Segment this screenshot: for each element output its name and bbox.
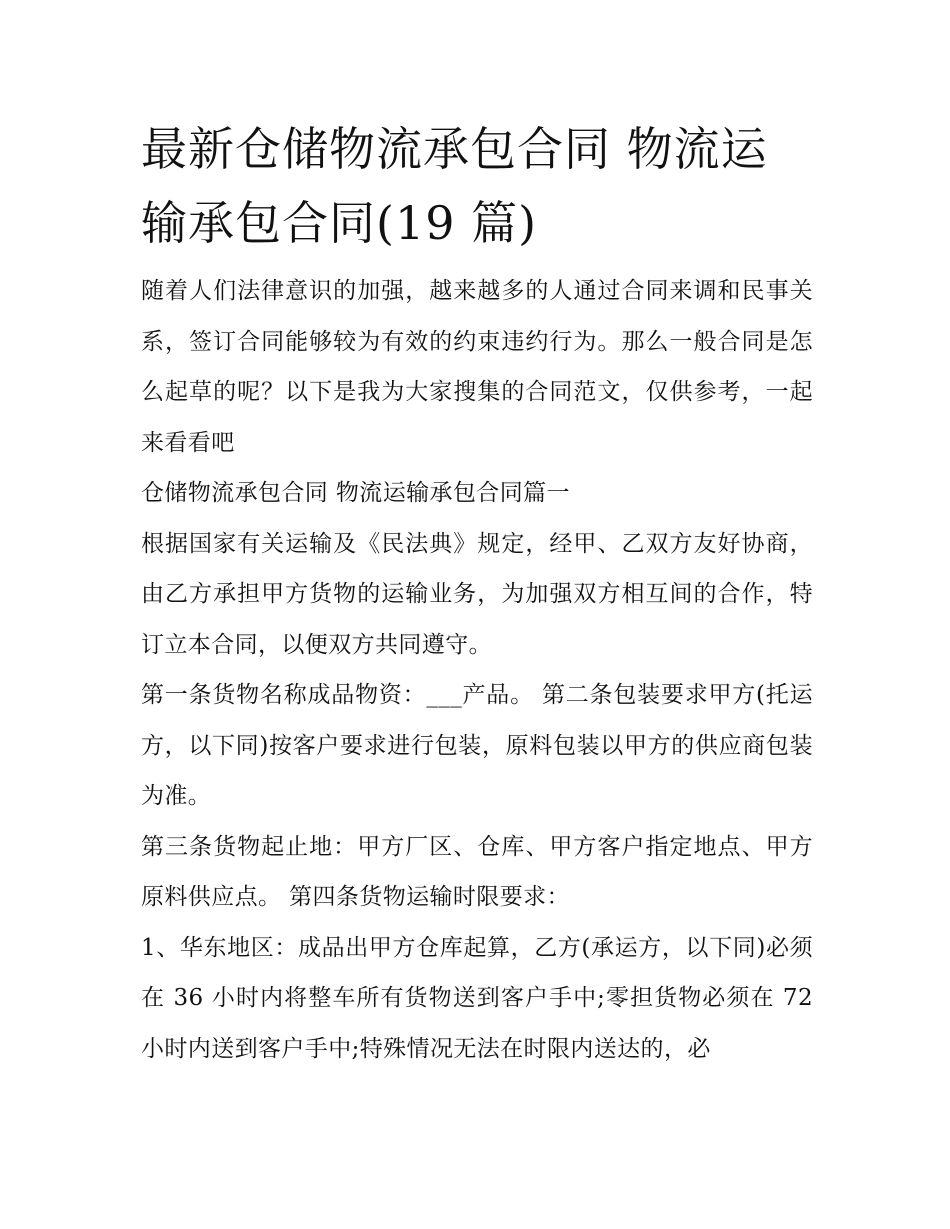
document-title: 最新仓储物流承包合同 物流运输承包合同(19 篇) bbox=[141, 122, 768, 250]
intro-paragraph: 随着人们法律意识的加强，越来越多的人通过合同来调和民事关系，签订合同能够较为有效的约束违约行为。那么一般合同是怎么起草的呢？以下是我为大家搜集的合同范文，仅供参考，一起来看看吧 bbox=[141, 278, 813, 456]
clause-east-china-timing: 1、华东地区：成品出甲方仓库起算，乙方(承运方，以下同)必须在 36 小时内将整车所有货物送到客户手中;零担货物必须在 72 小时内送到客户手中;特殊情况无法在时限内送达的，必 bbox=[141, 934, 813, 1062]
section-heading: 仓储物流承包合同 物流运输承包合同篇一 bbox=[141, 480, 570, 506]
document-page bbox=[141, 112, 813, 1074]
clause-goods-packaging: 第一条货物名称成品物资：___产品。 第二条包装要求甲方(托运方，以下同)按客户要求进行包装，原料包装以甲方的供应商包装为准。 bbox=[141, 682, 813, 809]
contract-preamble: 根据国家有关运输及《民法典》规定，经甲、乙双方友好协商，由乙方承担甲方货物的运输业务，为加强双方相互间的合作，特订立本合同，以便双方共同遵守。 bbox=[141, 530, 813, 658]
clause-origin-destination: 第三条货物起止地：甲方厂区、仓库、甲方客户指定地点、甲方原料供应点。 第四条货物运输时限要求： bbox=[141, 833, 813, 910]
